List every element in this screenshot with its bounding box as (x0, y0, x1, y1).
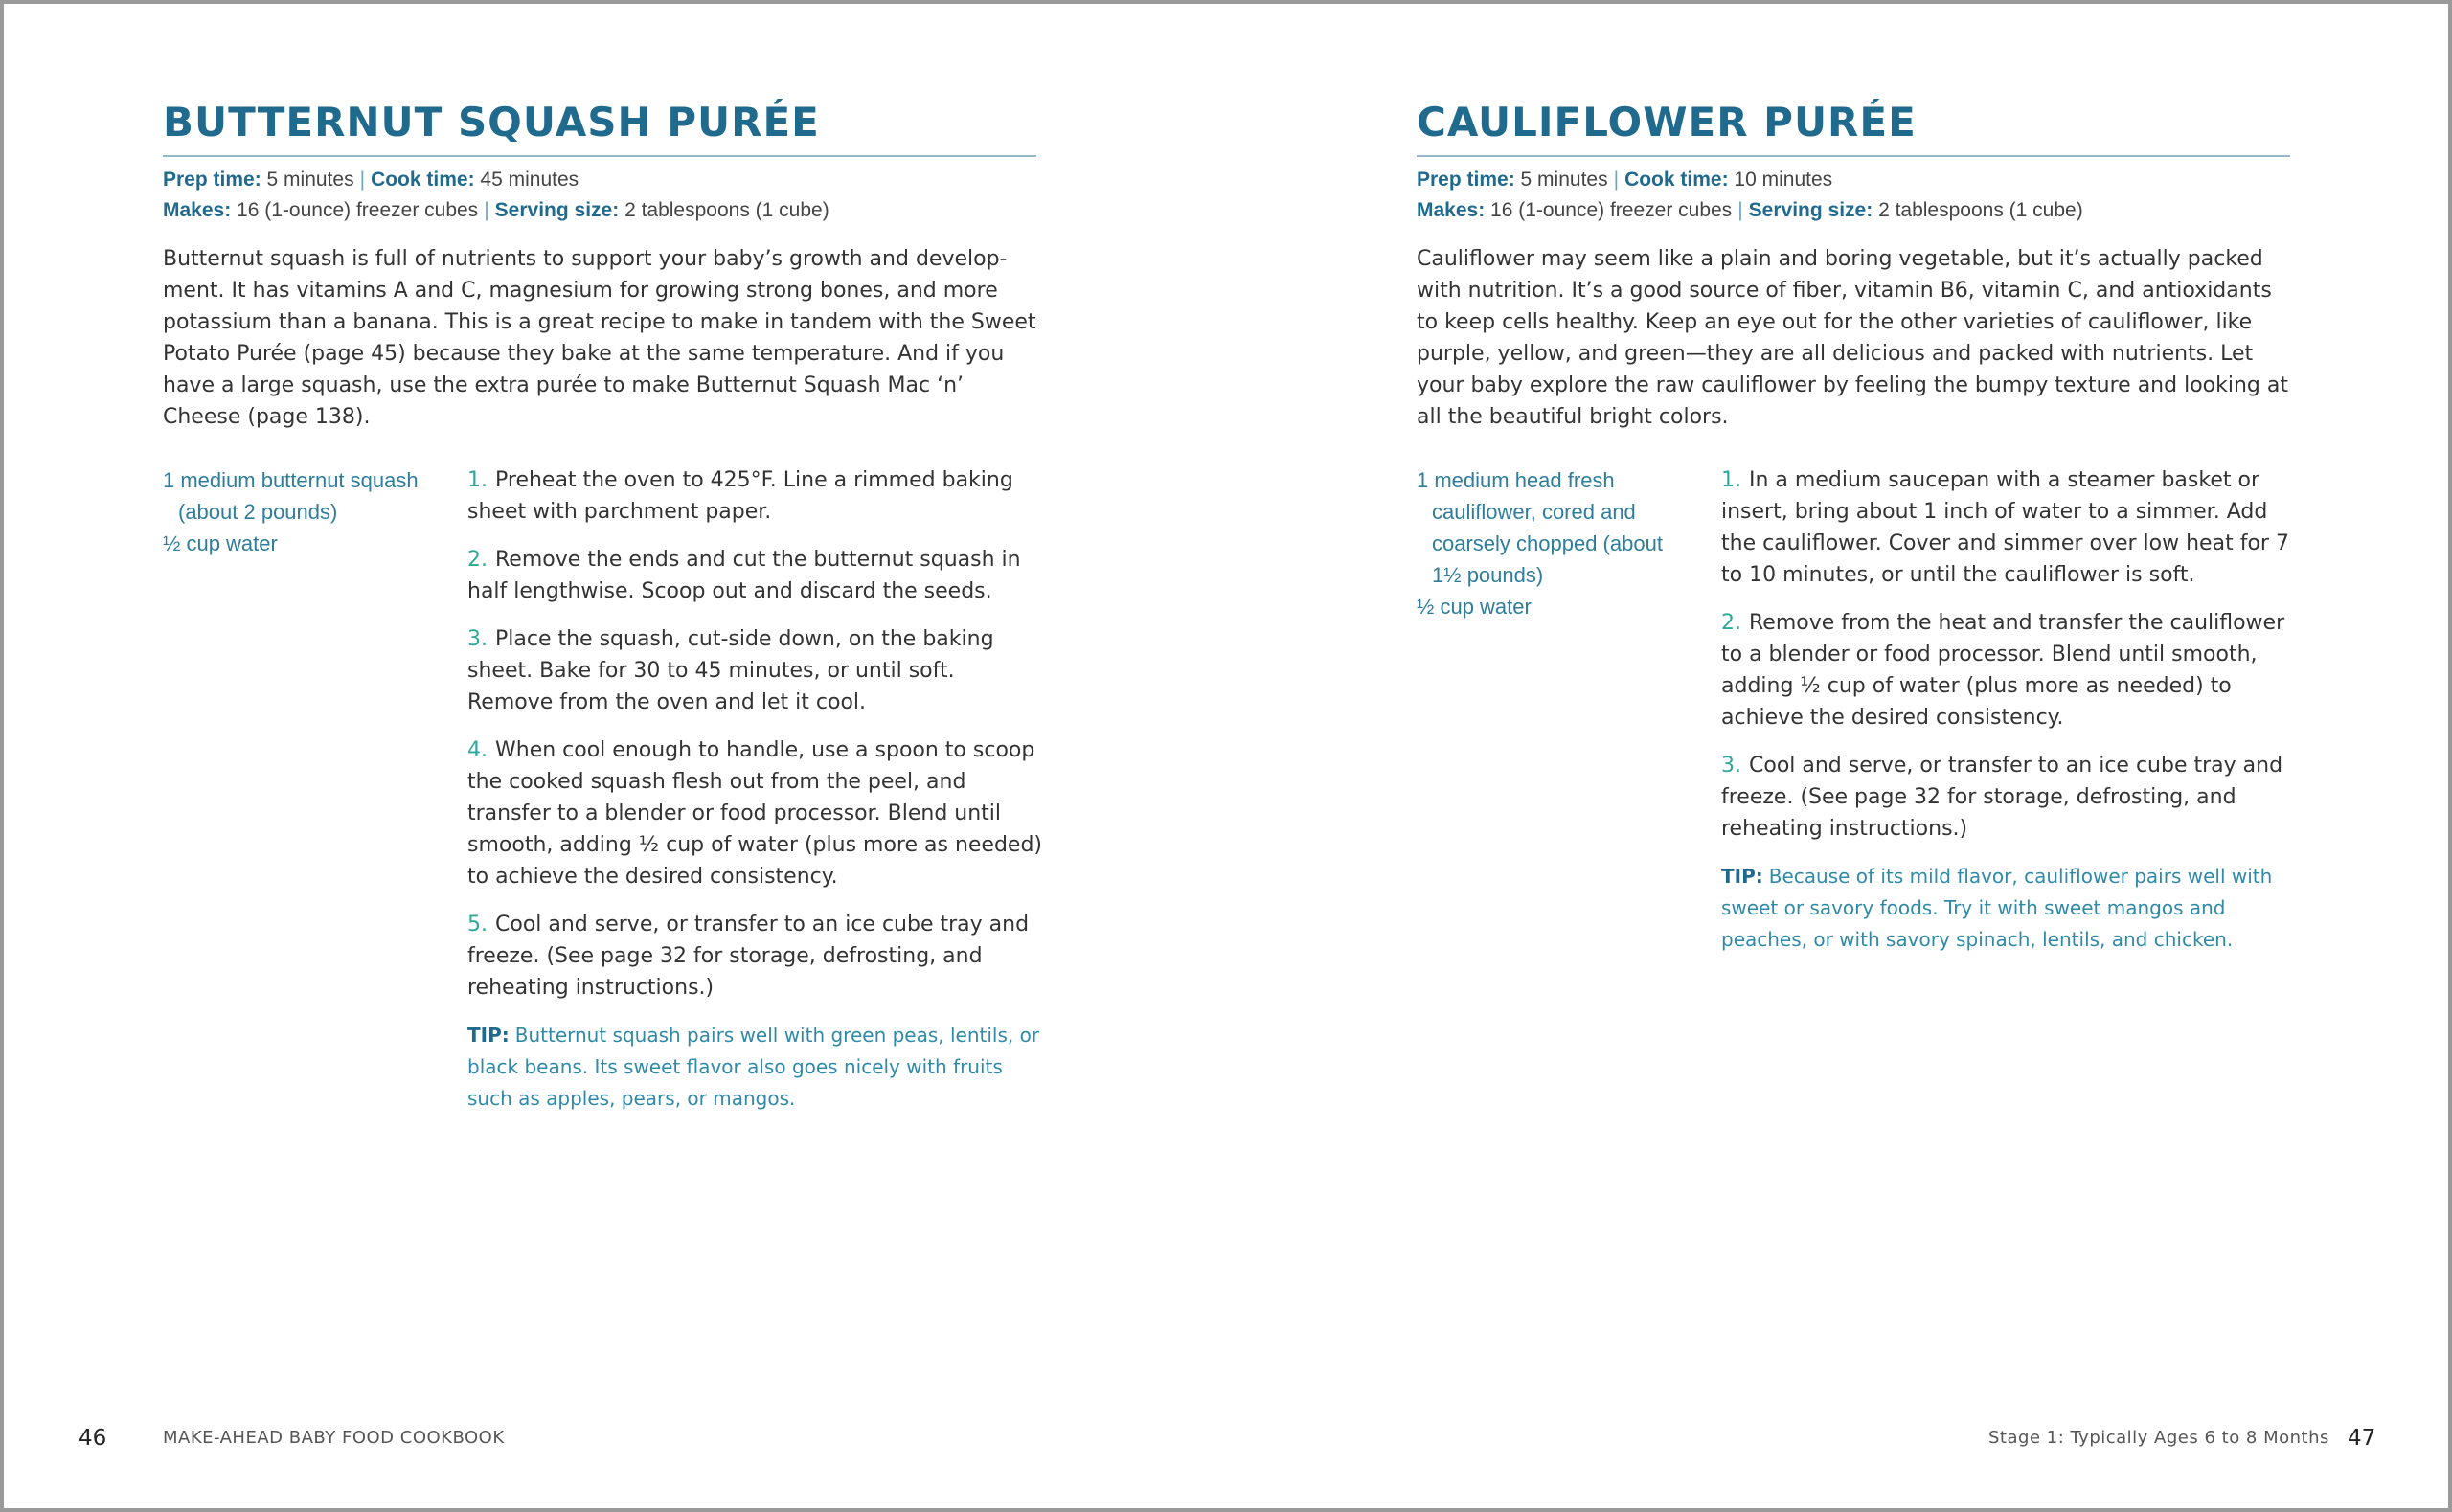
step-item (467, 734, 1042, 892)
prep-time-value: 5 minutes (266, 169, 354, 191)
serving-size-value: 2 tablespoons (1 cube) (1878, 199, 2083, 221)
prep-time-value: 5 minutes (1520, 169, 1608, 191)
prep-time-label: Prep time: (163, 169, 261, 191)
step-text: Cool and serve, or transfer to an ice cube tray and freeze. (See page 32 for storage, defrosting, and reheating instructions.) (467, 913, 1030, 1000)
prep-time-label: Prep time: (1417, 169, 1515, 191)
step-number: 1. (1721, 468, 1741, 492)
step-list (1721, 464, 2296, 956)
left-page (163, 0, 1043, 1512)
tip-block (1721, 861, 2296, 956)
tip-label: TIP: (467, 1024, 510, 1047)
step-number: 2. (467, 548, 488, 572)
cook-time-value: 10 minutes (1734, 169, 1833, 191)
ingredient-list (1417, 464, 1675, 622)
recipe-times (1417, 165, 2290, 195)
makes-value: 16 (1-ounce) freezer cubes (1490, 199, 1733, 221)
tip-label: TIP: (1721, 865, 1763, 888)
meta-separator: | (1613, 169, 1620, 191)
ingredient-item: ½ cup water (1417, 595, 1532, 619)
step-item (1721, 750, 2296, 845)
tip-text: Because of its mild flavor, cauliflower pairs well with sweet or savory foods. Try it with sweet mangos and peaches, or with savory spinach, lentils, and chicken. (1721, 865, 2273, 951)
step-item (1721, 607, 2296, 733)
meta-separator: | (484, 199, 489, 221)
makes-value: 16 (1-ounce) freezer cubes (237, 199, 479, 221)
ingredient-item: 1 medium head fresh cauliflower, cored and coarsely chopped (about 1½ pounds) (1417, 468, 1663, 587)
tip-text: Butternut squash pairs well with green peas, lentils, or black beans. Its sweet flavor also goes nicely with fruits such as apples, pears, or mangos. (467, 1024, 1040, 1110)
serving-size-value: 2 tablespoons (1 cube) (624, 199, 829, 221)
recipe-yield (1417, 195, 2290, 226)
meta-separator: | (1737, 199, 1743, 221)
step-number: 4. (467, 738, 488, 762)
step-text: Cool and serve, or transfer to an ice cube tray and freeze. (See page 32 for storage, defrosting, and reheating instructions.) (1721, 754, 2283, 841)
step-text: Place the squash, cut-side down, on the baking sheet. Bake for 30 to 45 minutes, or until soft. Remove from the oven and let it cool. (467, 627, 994, 714)
cook-time-label: Cook time: (371, 169, 475, 191)
step-number: 2. (1721, 611, 1741, 635)
chapter-footer: Stage 1: Typically Ages 6 to 8 Months (1988, 1428, 2329, 1448)
page-number: 47 (2348, 1426, 2376, 1451)
step-number: 3. (467, 627, 488, 651)
cook-time-label: Cook time: (1624, 169, 1729, 191)
step-list (467, 464, 1042, 1115)
ingredient-list (163, 464, 421, 559)
step-text: Remove the ends and cut the butternut squash in half lengthwise. Scoop out and discard the seeds. (467, 548, 1021, 603)
ingredient-item: 1 medium butternut squash (about 2 pounds) (163, 468, 419, 524)
step-item (467, 623, 1042, 718)
step-text: Remove from the heat and transfer the cauliflower to a blender or food processor. Blend until smooth, adding ½ cup of water (plus more as needed) to achieve the desired consistency. (1721, 611, 2285, 730)
serving-size-label: Serving size: (1748, 199, 1873, 221)
step-number: 5. (467, 913, 488, 937)
step-item (467, 464, 1042, 528)
step-item (467, 909, 1042, 1004)
book-title-footer: MAKE-AHEAD BABY FOOD COOKBOOK (163, 1428, 505, 1448)
recipe-intro: Cauliflower may seem like a plain and boring vegetable, but it’s actually packed with nutrition. It’s a good source of fiber, vitamin B6, vitamin C, and antioxidants to keep cells healthy. Keep an eye out for the other varieties of cauliflower, like purple, yellow, and green—they are all delicious and packed with nutrients. Let your baby explore the raw cauliflower by feeling the bumpy texture and looking at all the beautiful bright colors. (1417, 247, 2288, 429)
step-text: In a medium saucepan with a steamer basket or insert, bring about 1 inch of water to a simmer. Add the cauliflower. Cover and simmer over low heat for 7 to 10 minutes, or until the cauliflower is soft. (1721, 468, 2289, 587)
step-item (467, 544, 1042, 607)
recipe-title: BUTTERNUT SQUASH PURÉE (163, 92, 1036, 157)
meta-separator: | (359, 169, 366, 191)
step-text: Preheat the oven to 425°F. Line a rimmed baking sheet with parchment paper. (467, 468, 1013, 524)
step-item (1721, 464, 2296, 591)
makes-label: Makes: (163, 199, 232, 221)
step-text: When cool enough to handle, use a spoon to scoop the cooked squash flesh out from the peel, and transfer to a blender or food processor. Blend until smooth, adding ½ cup of water (plus more as needed) to achieve the desired consistency. (467, 738, 1043, 889)
ingredient-item: ½ cup water (163, 531, 278, 555)
step-number: 1. (467, 468, 488, 492)
recipe-intro: Butternut squash is full of nutrients to support your baby’s growth and develop-ment. It has vitamins A and C, magnesium for growing strong bones, and more potassium than a banana. This is a great recipe to make in tandem with the Sweet Potato Purée (page 45) because they bake at the same temperature. And if you have a large squash, use the extra purée to make Butternut Squash Mac ‘n’ Cheese (page 138). (163, 247, 1036, 429)
recipe-yield (163, 195, 1036, 226)
serving-size-label: Serving size: (494, 199, 620, 221)
right-page (1417, 0, 2290, 1512)
recipe-times (163, 165, 1036, 195)
step-number: 3. (1721, 754, 1741, 778)
page-number: 46 (79, 1426, 107, 1451)
recipe-title: CAULIFLOWER PURÉE (1417, 92, 2290, 157)
makes-label: Makes: (1417, 199, 1486, 221)
tip-block (467, 1020, 1042, 1115)
cook-time-value: 45 minutes (480, 169, 579, 191)
